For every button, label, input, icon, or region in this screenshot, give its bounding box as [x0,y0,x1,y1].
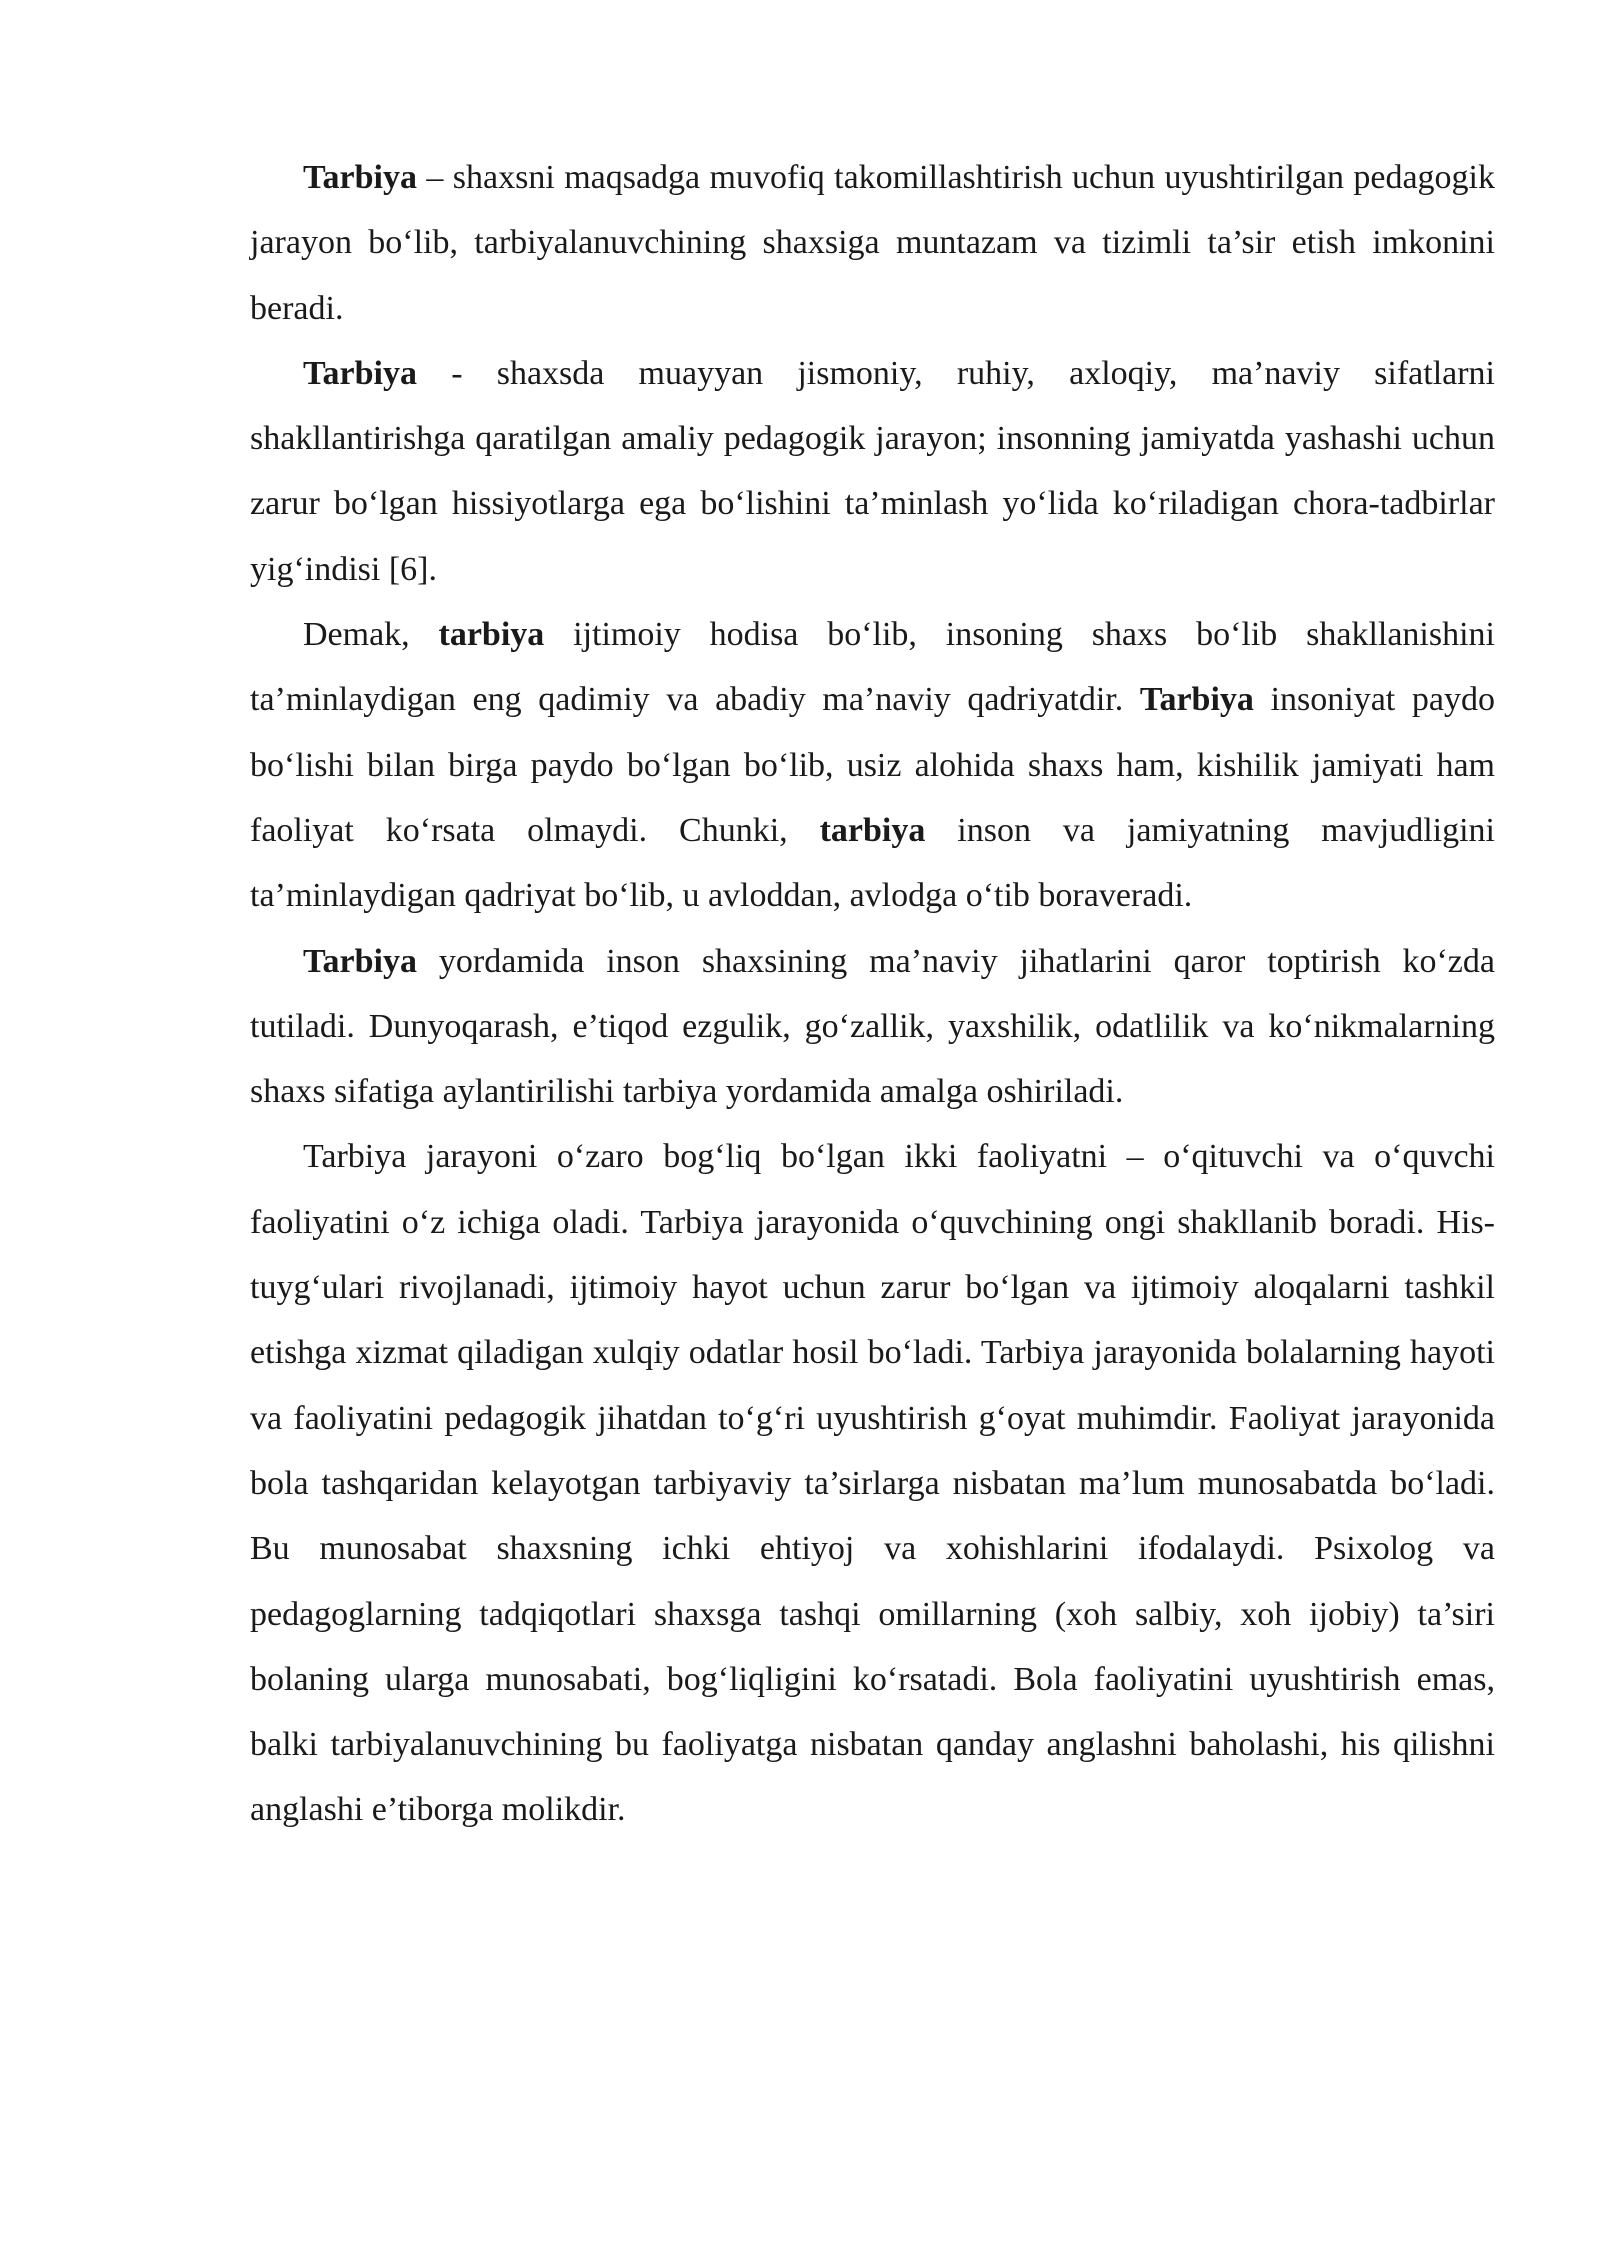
paragraph-text: – shaxsni maqsadga muvofiq takomillashtirish uchun uyushtirilgan pedagogik jarayon bo‘lib, tarbiyalanuvchining shaxsiga muntazam va tizimli ta’sir etish imkonini beradi. [250,159,1495,327]
paragraph-text: yordamida inson shaxsining ma’naviy jihatlarini qaror toptirish ko‘zda tutiladi. Dunyoqarash, e’tiqod ezgulik, go‘zallik, yaxshilik, odatlilik va ko‘nikmalarning shaxs sifatiga aylantirilishi tarbiya yordamida amalga oshiriladi. [250,942,1495,1111]
paragraph-4 [250,929,1495,1125]
term-tarbiya: tarbiya [819,811,926,849]
paragraph-1 [250,145,1495,341]
paragraph-2 [250,341,1495,602]
paragraph-5 [250,1124,1495,1842]
term-tarbiya: tarbiya [438,616,545,654]
term-tarbiya: Tarbiya [303,159,418,196]
paragraph-3 [250,602,1495,928]
paragraph-text: Tarbiya jarayoni o‘zaro bog‘liq bo‘lgan ikki faoliyatni – o‘qituvchi va o‘quvchi faoliyatini o‘z ichiga oladi. Tarbiya jarayonida o‘quvchining ongi shakllanib boradi. His-tuyg‘ulari rivojlanadi, ijtimoiy hayot uchun zarur bo‘lgan va ijtimoiy aloqalarni tashkil etishga xizmat qiladigan xulqiy odatlar hosil bo‘ladi. Tarbiya jarayonida bolalarning hayoti va faoliyatini pedagogik jihatdan to‘g‘ri uyushtirish g‘oyat muhimdir. Faoliyat jarayonida bola tashqaridan kelayotgan tarbiyaviy ta’sirlarga nisbatan ma’lum munosabatda bo‘ladi. Bu munosabat shaxsning ichki ehtiyoj va xohishlarini ifodalaydi. Psixolog va pedagoglarning tadqiqotlari shaxsga tashqi omillarning (xoh salbiy, xoh ijobiy) ta’siri bolaning ularga munosabati, bog‘liqligini ko‘rsatadi. Bola faoliyatini uyushtirish emas, balki tarbiyalanuvchining bu faoliyatga nisbatan qanday anglashni baholashi, his qilishni anglashi e’tiborga molikdir. [250,1138,1495,1829]
term-tarbiya: Tarbiya [303,354,418,392]
paragraph-text: inson va jamiyatning mavjudligini ta’minlaydigan qadriyat bo‘lib, u avloddan, avlodga o‘tib boraveradi. [250,811,1496,915]
paragraph-text: insoniyat paydo bo‘lishi bilan birga paydo bo‘lgan bo‘lib, usiz alohida shaxs ham, kishilik jamiyati ham faoliyat ko‘rsata olmaydi. Chunki, [250,681,1495,849]
paragraph-text: - shaxsda muayyan jismoniy, ruhiy, axloqiy, ma’naviy sifatlarni shakllantirishga qaratilgan amaliy pedagogik jarayon; insonning jamiyatda yashashi uchun zarur bo‘lgan hissiyotlarga ega bo‘lishini ta’minlash yo‘lida ko‘riladigan chora-tadbirlar yig‘indisi [6]. [250,354,1495,588]
paragraph-text: ijtimoiy hodisa bo‘lib, insoning shaxs bo‘lib shakllanishini ta’minlaydigan eng qadimiy va abadiy ma’naviy qadriyatdir. [250,616,1495,719]
term-tarbiya: Tarbiya [1139,681,1254,719]
document-body [250,145,1495,1843]
term-tarbiya: Tarbiya [303,942,418,980]
paragraph-text: Demak, [303,616,439,654]
